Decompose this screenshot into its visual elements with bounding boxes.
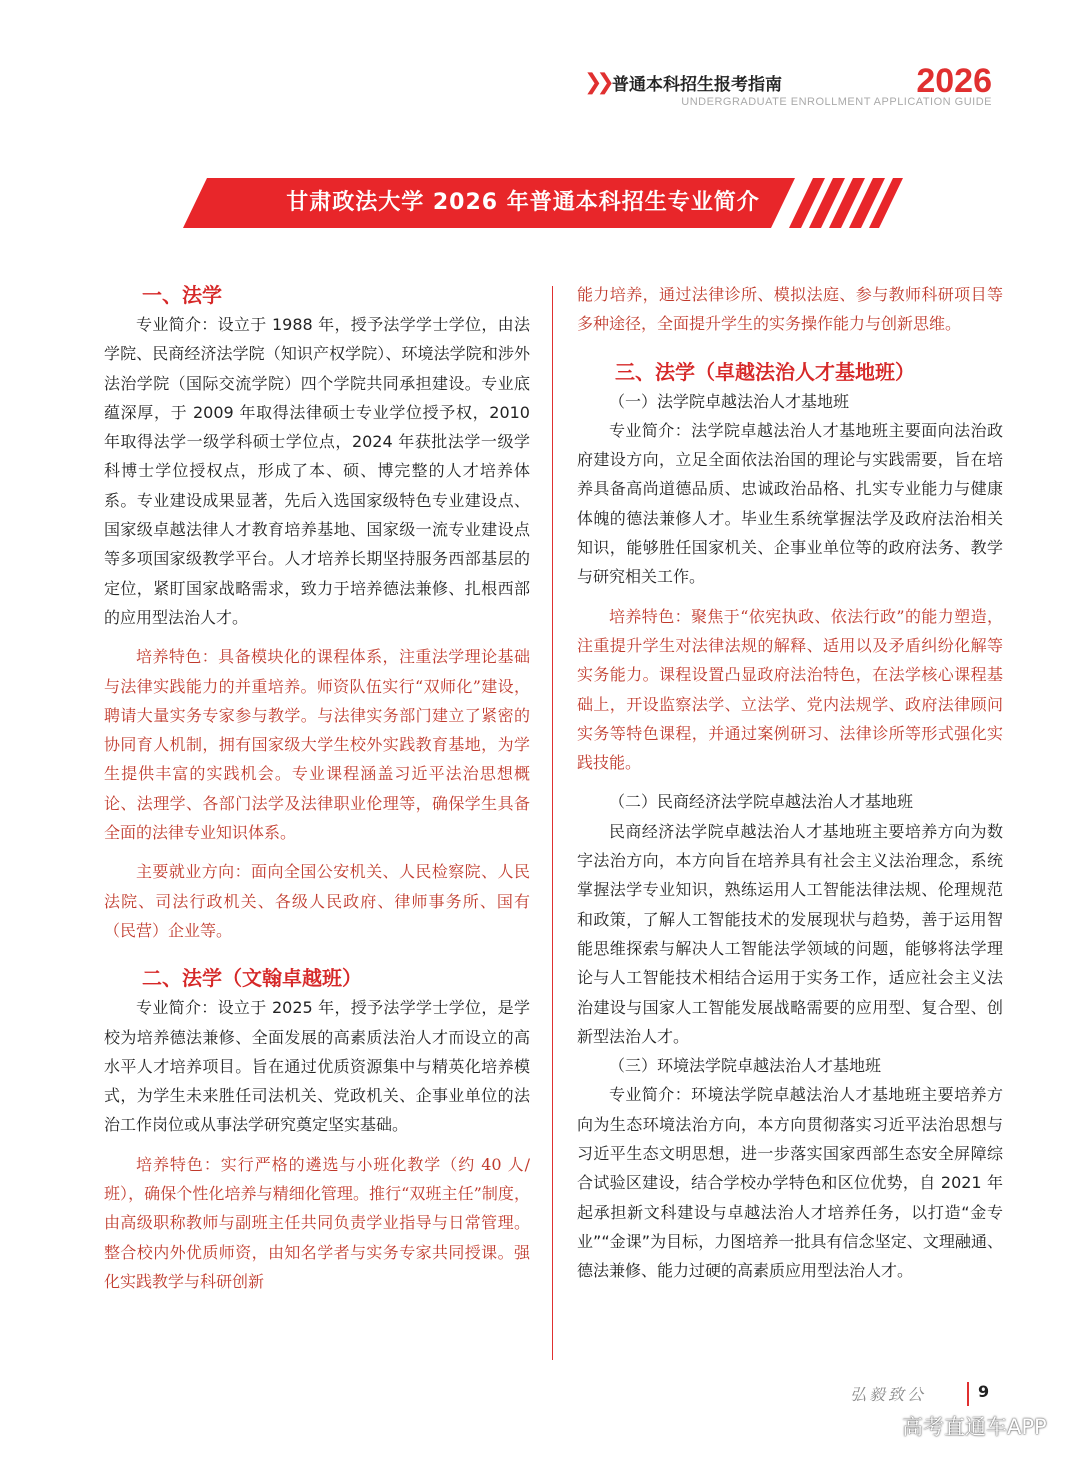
school-motto-signature: 弘毅致公 xyxy=(850,1385,927,1404)
subsection-law-school-training: 培养特色：聚焦于“依宪执政、依法行政”的能力塑造，注重提升学生对法律法规的解释、适用以及矛盾纠纷化解等实务能力。课程设置凸显政府法治特色，在法学核心课程基础上，开设监察法学、立法学、党内法规学、政府法律顾问实务等特色课程，并通过案例研习、法律诊所等形式强化实践技能。 xyxy=(577,606,1003,773)
app-watermark: 高考直通车APP xyxy=(902,1415,1047,1439)
page-header xyxy=(572,62,992,122)
double-chevron-icon: ❯❯ xyxy=(584,70,609,95)
section-heading-wenhan: 二、法学（文翰卓越班） xyxy=(142,966,362,991)
section-law-employment: 主要就业方向：面向全国公安机关、人民检察院、人民法院、司法行政机关、各级人民政府、律师事务所、国有（民营）企业等。 xyxy=(104,862,530,940)
subsection-heading-law-school: （一）法学院卓越法治人才基地班 xyxy=(609,391,850,411)
header-subtitle: UNDERGRADUATE ENROLLMENT APPLICATION GUIDE xyxy=(681,96,992,108)
header-title: 普通本科招生报考指南 xyxy=(612,75,782,95)
footer-divider xyxy=(967,1382,969,1406)
title-banner xyxy=(183,178,903,228)
section-wenhan-training: 培养特色：实行严格的遴选与小班化教学（约 40 人/班），确保个性化培养与精细化管理。推行“双班主任”制度，由高级职称教师与副班主任共同负责学业指导与日常管理。整合校内外优质师资，由知名学者与实务专家共同授课。强化实践教学与科研创新 xyxy=(104,1154,530,1291)
header-year: 2026 xyxy=(916,62,992,100)
section-law-intro: 专业简介：设立于 1988 年，授予法学学士学位，由法学院、民商经济法学院（知识产权学院）、环境法学院和涉外法治学院（国际交流学院）四个学院共同承担建设。专业底蕴深厚，于 2009 年取得法律硕士专业学位授予权，2010 年取得法学一级学科硕士学位点，2024 年获批法学一级学科博士学位授权点，形成了本、硕、博完整的人才培养体系。专业建设成果显著，先后入选国家级特色专业建设点、国家级卓越法律人才教育培养基地、国家级一流专业建设点等多项国家级教学平台。人才培养长期坚持服务西部基层的定位，紧盯国家战略需求，致力于培养德法兼修、扎根西部的应用型法治人才。 xyxy=(104,315,530,627)
column-divider xyxy=(552,286,553,1360)
subsection-environmental-intro: 专业简介：环境法学院卓越法治人才基地班主要培养方向为生态环境法治方向，本方向贯彻落实习近平法治思想与习近平生态文明思想，进一步落实国家西部生态安全屏障综合试验区建设，结合学校办学特色和区位优势，自 2021 年起承担新文科建设与卓越法治人才培养任务，以打造“金专业”“金课”为目标，力图培养一批具有信念坚定、文理融通、德法兼修、能力过硬的高素质应用型法治人才。 xyxy=(577,1085,1003,1281)
right-column xyxy=(577,280,1003,1286)
subsection-law-school-intro: 专业简介：法学院卓越法治人才基地班主要面向法治政府建设方向，立足全面依法治国的理论与实践需要，旨在培养具备高尚道德品质、忠诚政治品格、扎实专业能力与健康体魄的德法兼修人才。毕业生系统掌握法学及政府法治相关知识，能够胜任国家机关、企事业单位等的政府法务、教学与研究相关工作。 xyxy=(577,420,1003,587)
subsection-civil-commercial-intro: 民商经济法学院卓越法治人才基地班主要培养方向为数字法治方向，本方向旨在培养具有社会主义法治理念，系统掌握法学专业知识，熟练运用人工智能法律法规、伦理规范和政策，了解人工智能技术的发展现状与趋势，善于运用智能思维探索与解决人工智能法学领域的问题，能够将法学理论与人工智能技术相结合运用于实务工作，适应社会主义法治建设与国家人工智能发展战略需要的应用型、复合型、创新型法治人才。 xyxy=(577,821,1003,1046)
left-column xyxy=(104,280,530,1296)
subsection-heading-civil-commercial: （二）民商经济法学院卓越法治人才基地班 xyxy=(609,792,914,812)
section-wenhan-training-cont: 能力培养，通过法律诊所、模拟法庭、参与教师科研项目等多种途径，全面提升学生的实务操作能力与创新思维。 xyxy=(577,285,1003,334)
section-heading-base-class: 三、法学（卓越法治人才基地班） xyxy=(615,359,915,384)
section-law-training: 培养特色：具备模块化的课程体系，注重法学理论基础与法律实践能力的并重培养。师资队伍实行“双师化”建设，聘请大量实务专家参与教学。与法律实务部门建立了紧密的协同育人机制，拥有国家级大学生校外实践教育基地，为学生提供丰富的实践机会。专业课程涵盖习近平法治思想概论、法理学、各部门法学及法律职业伦理等，确保学生具备全面的法律专业知识体系。 xyxy=(104,647,530,843)
banner-title: 甘肃政法大学 2026 年普通本科招生专业简介 xyxy=(286,190,760,215)
page-number: 9 xyxy=(978,1382,990,1401)
section-heading-law: 一、法学 xyxy=(142,283,222,307)
subsection-heading-environmental: （三）环境法学院卓越法治人才基地班 xyxy=(609,1056,882,1076)
section-wenhan-intro: 专业简介：设立于 2025 年，授予法学学士学位，是学校为培养德法兼修、全面发展的高素质法治人才而设立的高水平人才培养项目。旨在通过优质资源集中与精英化培养模式，为学生未来胜任司法机关、党政机关、企事业单位的法治工作岗位或从事法学研究奠定坚实基础。 xyxy=(104,998,530,1135)
